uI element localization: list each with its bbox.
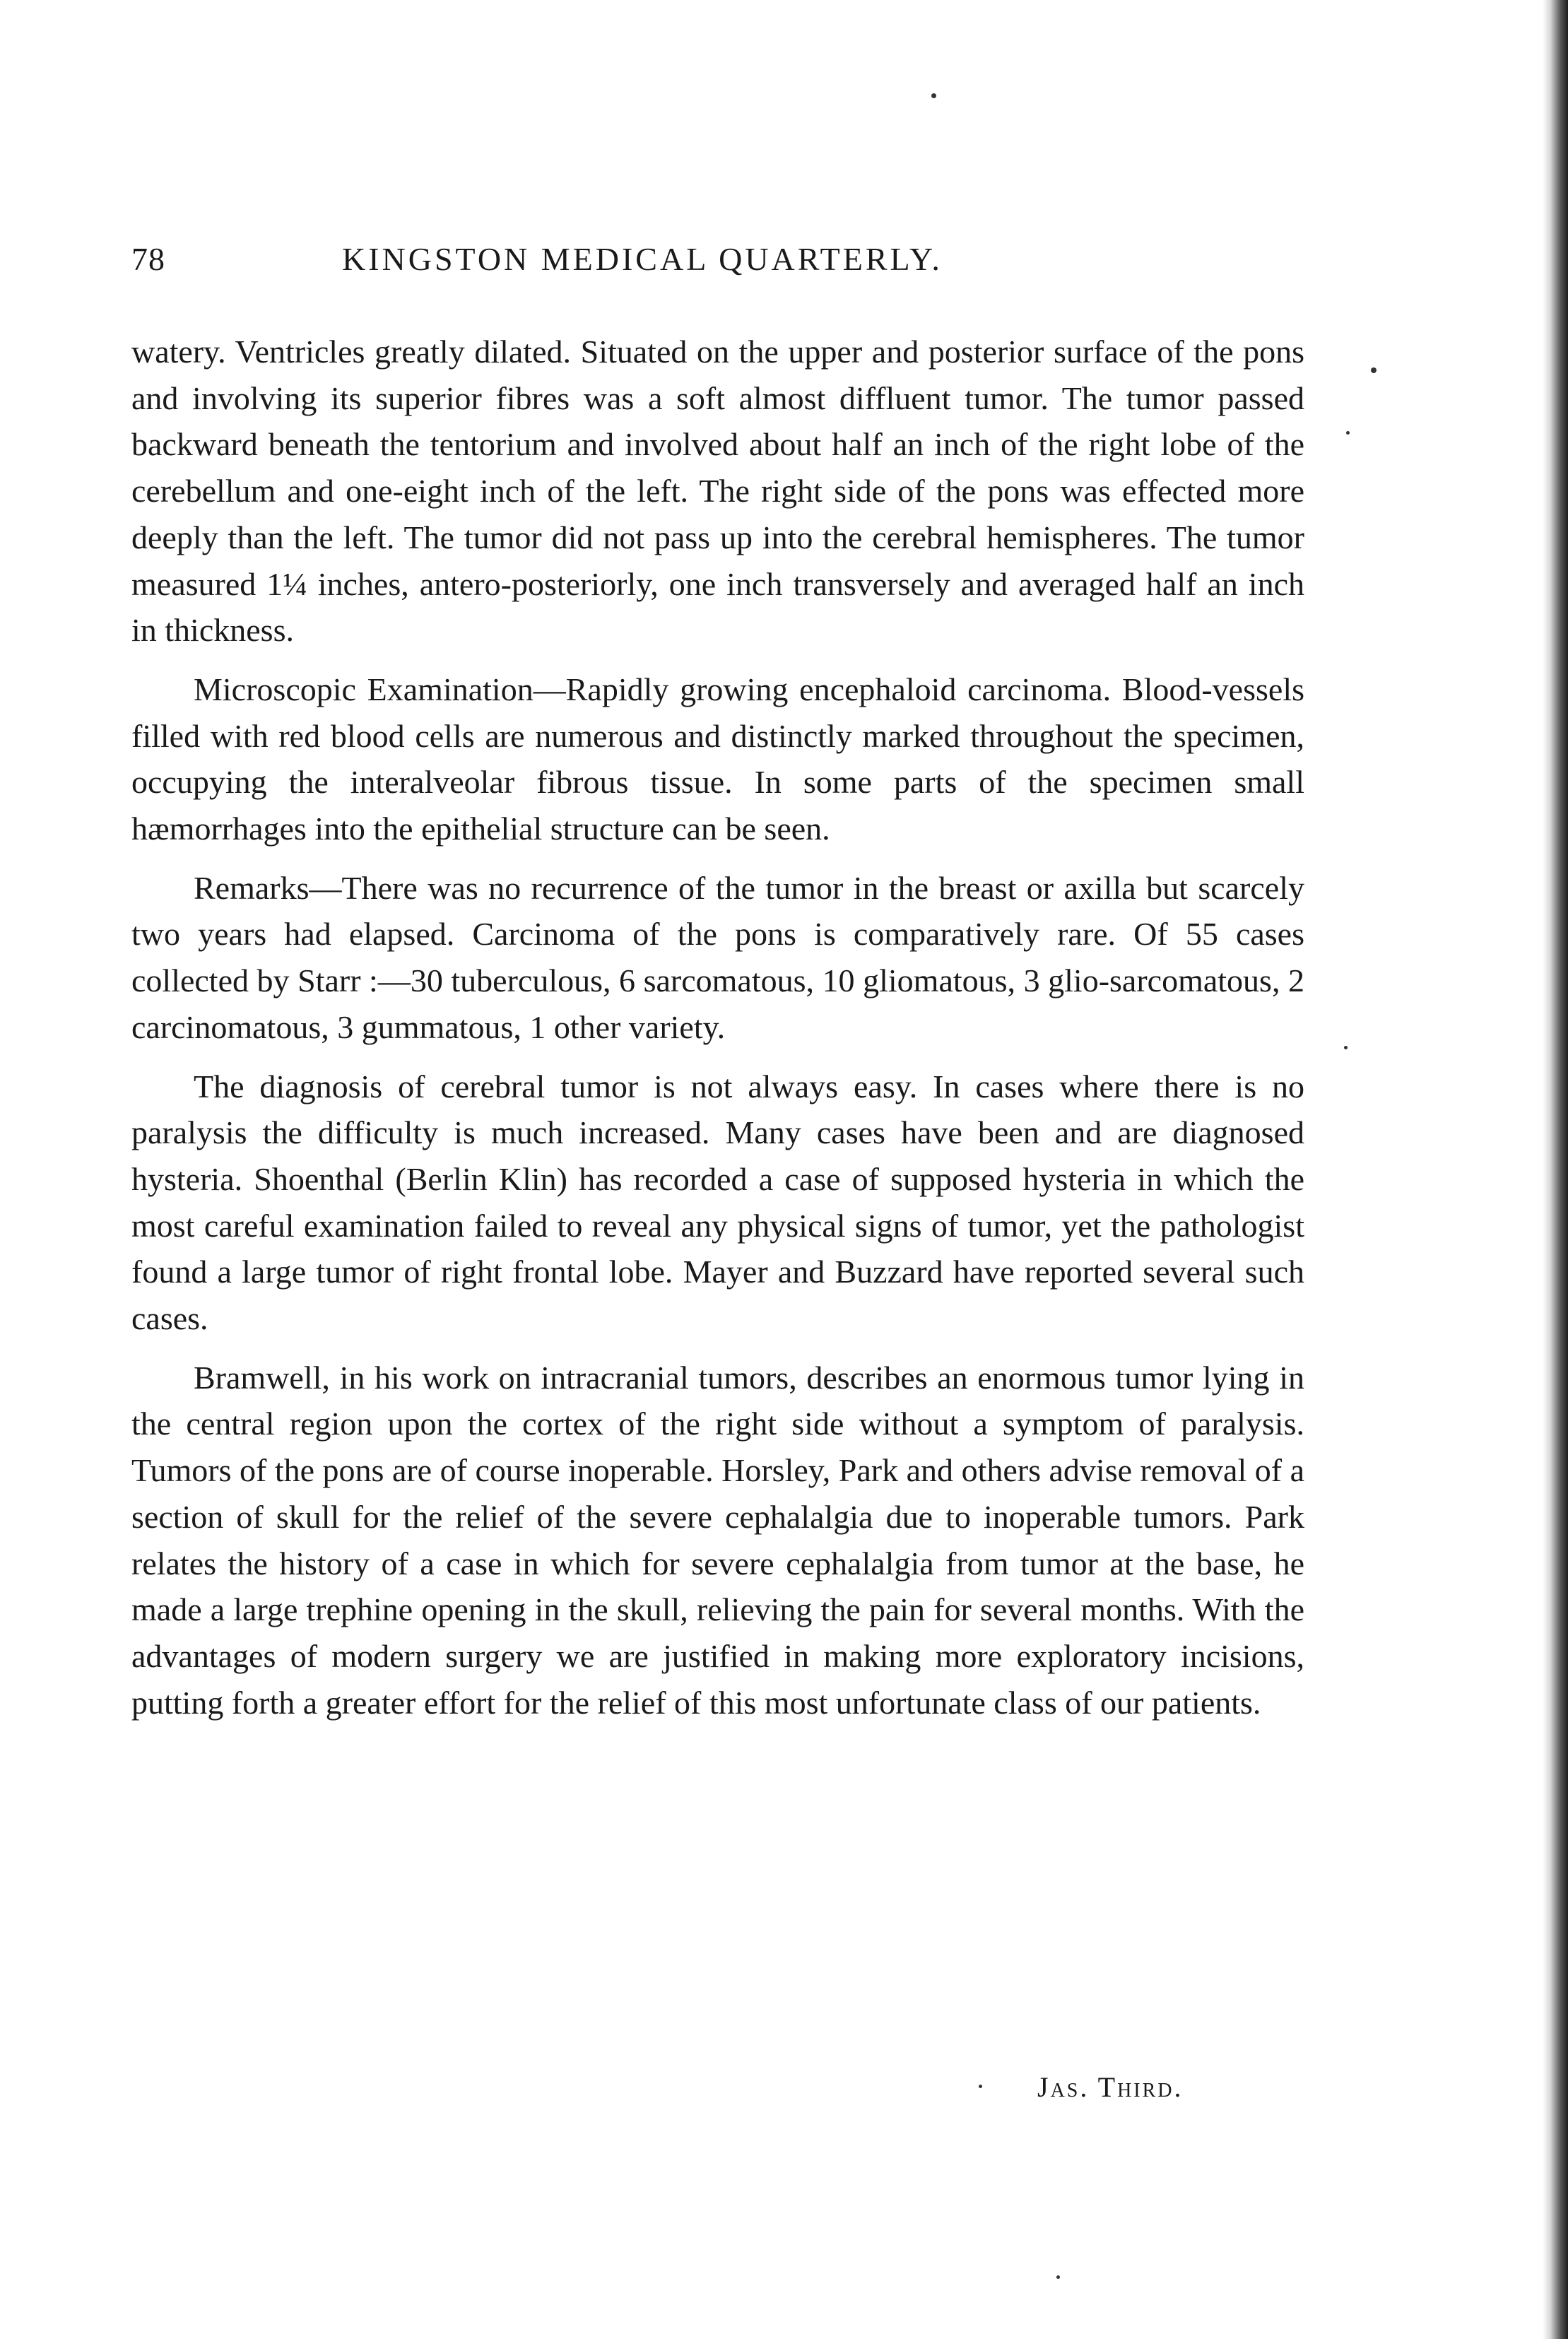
- scan-speck: [1056, 2275, 1060, 2279]
- article-body: [131, 329, 1304, 1738]
- scan-speck: [1371, 367, 1377, 373]
- author-signature: Jas. Third.: [1037, 2071, 1184, 2103]
- scan-speck: [979, 2085, 982, 2088]
- paragraph-bramwell: Bramwell, in his work on intracranial tumors, describes an enormous tumor lying in the central region upon the cortex of the right side without a symptom of paralysis. Tumors of the pons are of course inoperable. Horsley, Park and others advise removal of a section of skull for the relief of the severe cephalalgia due to inoperable tumors. Park relates the history of a case in which for severe cephalalgia from tumor at the base, he made a large trephine opening in the skull, relieving the pain for several months. With the advantages of modern surgery we are justified in making more exploratory incisions, putting forth a greater effort for the relief of this most unfortunate class of our patients.: [131, 1359, 1304, 1721]
- paragraph-continuation: watery. Ventricles greatly dilated. Situated on the upper and posterior surface of the pons and involving its superior fibres was a soft almost diffluent tumor. The tumor passed backward beneath the tentorium and involved about half an inch of the right lobe of the cerebellum and one-eight inch of the left. The right side of the pons was effected more deeply than the left. The tumor did not pass up into the cerebral hemispheres. The tumor measured 1¼ inches, antero-posteriorly, one inch transversely and averaged half an inch in thickness.: [131, 334, 1304, 649]
- scan-speck: [1346, 431, 1350, 435]
- running-head: [131, 240, 1304, 290]
- paragraph-remarks: Remarks—There was no recurrence of the tumor in the breast or axilla but scarcely two years had elapsed. Carcinoma of the pons is comparatively rare. Of 55 cases collected by Starr :—30 tuberculous, 6 sarcomatous, 10 gliomatous, 3 glio-sarcomatous, 2 carcinomatous, 3 gummatous, 1 other variety.: [131, 869, 1304, 1045]
- journal-title: KINGSTON MEDICAL QUARTERLY.: [342, 241, 943, 277]
- page-number: 78: [131, 241, 165, 277]
- scan-speck: [931, 93, 936, 98]
- paragraph-diagnosis: The diagnosis of cerebral tumor is not always easy. In cases where there is no paralysis the difficulty is much increased. Many cases have been and are diagnosed hysteria. Shoenthal (Berlin Klin) has recorded a case of supposed hysteria in which the most careful examination failed to reveal any physical signs of tumor, yet the pathologist found a large tumor of right frontal lobe. Mayer and Buzzard have reported several such cases.: [131, 1068, 1304, 1337]
- scan-speck: [1344, 1046, 1348, 1049]
- binding-edge: [1543, 0, 1568, 2339]
- paragraph-microscopic-examination: Microscopic Examination—Rapidly growing encephaloid carcinoma. Blood-vessels filled with red blood cells are numerous and distinctly marked throughout the specimen, occupying the interalveolar fibrous tissue. In some parts of the specimen small hæmorrhages into the epithelial structure can be seen.: [131, 671, 1304, 847]
